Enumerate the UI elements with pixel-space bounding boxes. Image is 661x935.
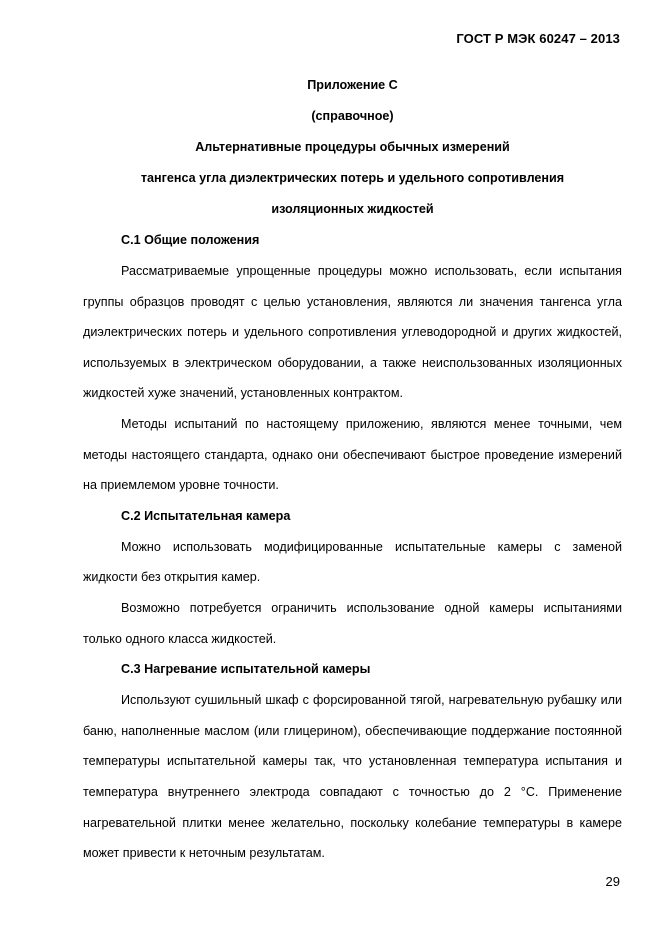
paragraph-c1-1: Рассматриваемые упрощенные процедуры можно использовать, если испытания группы образцов проводят с целью установления, являются ли значения тангенса угла диэлектрических потерь и удельного сопротивления углеводородной и других жидкостей, используемых в электрическом оборудовании, а также неиспользованных изоляционных жидкостей хуже значений, установленных контрактом. xyxy=(83,264,622,401)
document-body xyxy=(83,70,622,869)
paragraph-c3-1: Используют сушильный шкаф с форсированной тягой, нагревательную рубашку или баню, наполненные маслом (или глицерином), обеспечивающие поддержание постоянной температуры испытательной камеры так, что установленная температура испытания и температура внутреннего электрода совпадают с точностью до 2 °С. Применение нагревательной плитки менее желательно, поскольку колебание температуры в камере может привести к неточным результатам. xyxy=(83,693,622,861)
appendix-heading-line-1: Альтернативные процедуры обычных измерений xyxy=(195,140,510,154)
appendix-title: Приложение С xyxy=(307,78,398,92)
paragraph-c1-2: Методы испытаний по настоящему приложению, являются менее точными, чем методы настоящего стандарта, однако они обеспечивают быстрое проведение измерений на приемлемом уровне точности. xyxy=(83,416,622,493)
paragraph-c2-1: Можно использовать модифицированные испытательные камеры с заменой жидкости без открытия камер. xyxy=(83,539,622,585)
paragraph-c2-2: Возможно потребуется ограничить использование одной камеры испытаниями только одного класса жидкостей. xyxy=(83,600,622,646)
appendix-heading-line-3: изоляционных жидкостей xyxy=(271,202,434,216)
appendix-heading-line-2: тангенса угла диэлектрических потерь и удельного сопротивления xyxy=(140,171,565,185)
page-number: 29 xyxy=(605,874,620,889)
section-title-c2: С.2 Испытательная камера xyxy=(121,508,291,523)
section-title-c1: С.1 Общие положения xyxy=(121,233,260,247)
appendix-type: (справочное) xyxy=(311,109,394,123)
document-header-id: ГОСТ Р МЭК 60247 – 2013 xyxy=(456,31,620,46)
section-title-c3: С.3 Нагревание испытательной камеры xyxy=(121,662,371,677)
